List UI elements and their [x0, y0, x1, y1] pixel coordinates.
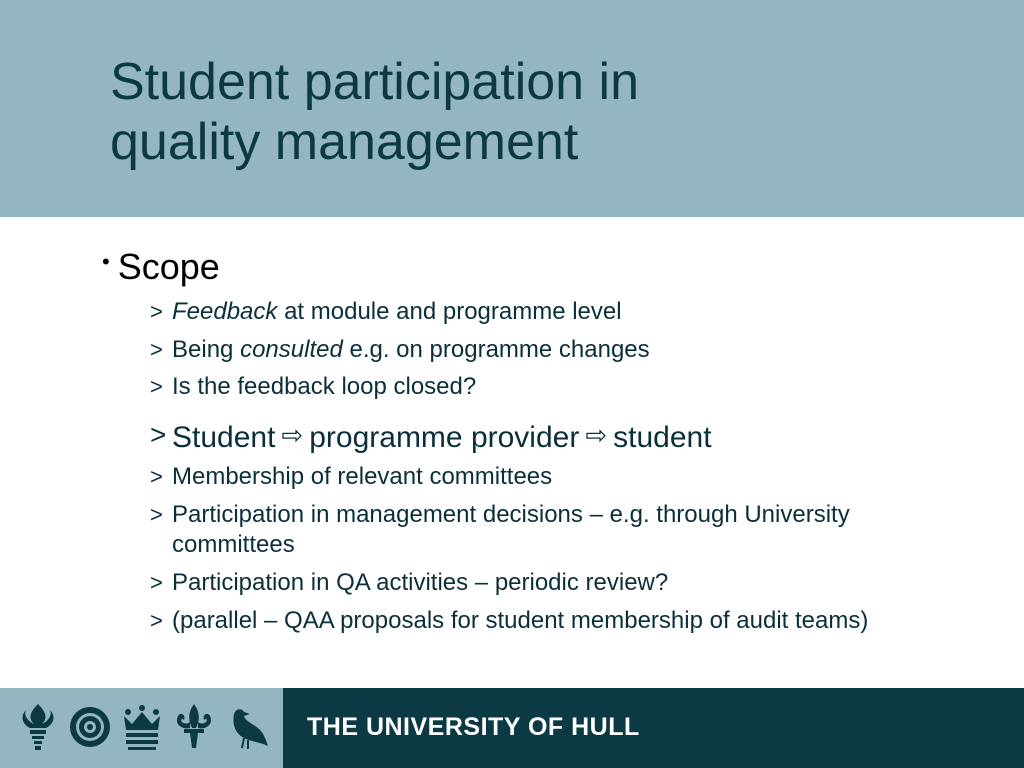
crown-icon — [120, 702, 164, 752]
sub-item-qaa-proposals: > (parallel – QAA proposals for student membership of audit teams) — [150, 607, 869, 634]
rose-icon — [68, 702, 112, 752]
university-name: THE UNIVERSITY OF HULL — [307, 713, 640, 741]
sub-item-consulted: > Being consulted e.g. on programme changes — [150, 336, 650, 363]
sub-item-qa-activities: > Participation in QA activities – periodic review? — [150, 569, 669, 596]
flow-line: > Student ⇨ programme provider ⇨ student — [150, 419, 712, 454]
arrow-prefix-icon: > — [150, 337, 163, 362]
arrow-prefix-icon: > — [150, 419, 167, 450]
sub-item-management-decisions: > Participation in management decisions – e.g. through University committees — [150, 501, 850, 558]
slide-title-line-2: quality management — [110, 113, 579, 171]
sub-item-feedback-loop: > Is the feedback loop closed? — [150, 373, 477, 400]
arrow-prefix-icon: > — [150, 464, 163, 489]
sub-item-membership: > Membership of relevant committees — [150, 463, 553, 490]
arrow-prefix-icon: > — [150, 374, 163, 399]
arrow-prefix-icon: > — [150, 608, 163, 633]
right-arrow-icon: ⇨ — [585, 420, 608, 450]
header-band — [0, 0, 1024, 217]
right-arrow-icon: ⇨ — [281, 420, 304, 450]
arrow-prefix-icon: > — [150, 502, 163, 527]
arrow-prefix-icon: > — [150, 570, 163, 595]
footer-emblems — [0, 688, 283, 768]
torch-icon — [16, 702, 60, 752]
fleur-de-lis-icon — [172, 702, 216, 752]
footer-name-band — [283, 688, 1024, 768]
sub-item-feedback: > Feedback at module and programme level — [150, 298, 622, 325]
slide-title — [110, 52, 639, 172]
bullet-scope: • Scope — [102, 246, 220, 287]
bullet-dot-icon: • — [102, 249, 110, 274]
arrow-prefix-icon: > — [150, 299, 163, 324]
bird-icon — [226, 702, 270, 752]
slide-title-line-1: Student participation in — [110, 53, 640, 111]
